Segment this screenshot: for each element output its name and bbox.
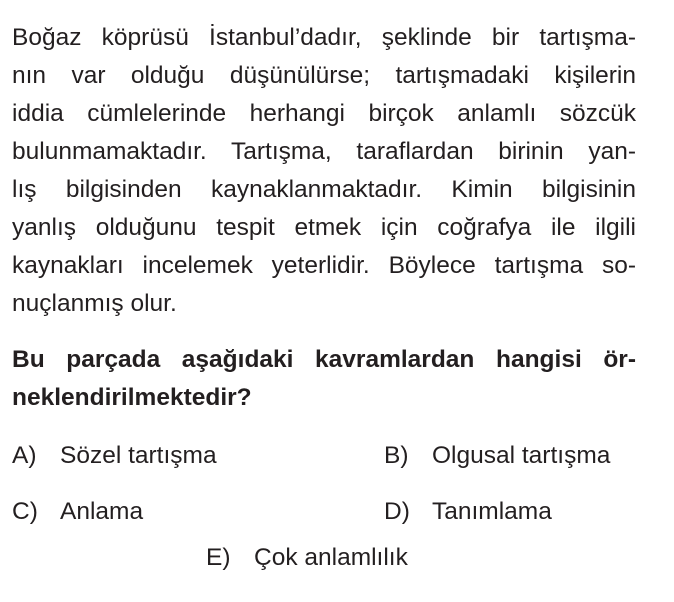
choice-b[interactable]	[384, 441, 610, 471]
choice-letter: D)	[384, 498, 410, 525]
question-line: Bu parçada aşağıdaki kavramlardan hangisi ör-	[12, 346, 636, 373]
choice-text: Çok anlamlılık	[254, 544, 408, 571]
passage-line: lış bilgisinden kaynaklanmaktadır. Kimin bilgisinin	[12, 176, 636, 203]
choice-letter: C)	[12, 498, 38, 525]
choice-text: Anlama	[60, 498, 144, 525]
choice-text: Tanımlama	[432, 498, 552, 525]
passage-line: nuçlanmış olur.	[12, 290, 177, 317]
passage-line: nın var olduğu düşünülürse; tartışmadaki kişilerin	[12, 62, 636, 89]
choice-text: Sözel tartışma	[60, 442, 217, 469]
passage-line: iddia cümlelerinde herhangi birçok anlamlı sözcük	[12, 100, 636, 127]
choice-e[interactable]	[206, 543, 408, 573]
choice-text: Olgusal tartışma	[432, 442, 611, 469]
choice-letter: A)	[12, 442, 37, 469]
choice-c[interactable]	[12, 497, 143, 527]
passage-line: kaynakları incelemek yeterlidir. Böylece tartışma so-	[12, 252, 636, 279]
passage-line: bulunmamaktadır. Tartışma, taraflardan birinin yan-	[12, 138, 636, 165]
passage-line: Boğaz köprüsü İstanbul’dadır, şeklinde bir tartışma-	[12, 24, 636, 51]
passage-line: yanlış olduğunu tespit etmek için coğrafya ile ilgili	[12, 214, 636, 241]
question-stem	[12, 341, 636, 417]
choice-letter: B)	[384, 442, 409, 469]
choice-letter: E)	[206, 544, 231, 571]
passage-text	[12, 19, 636, 323]
choice-a[interactable]	[12, 441, 217, 471]
choice-d[interactable]	[384, 497, 552, 527]
question-line: neklendirilmektedir?	[12, 384, 252, 411]
